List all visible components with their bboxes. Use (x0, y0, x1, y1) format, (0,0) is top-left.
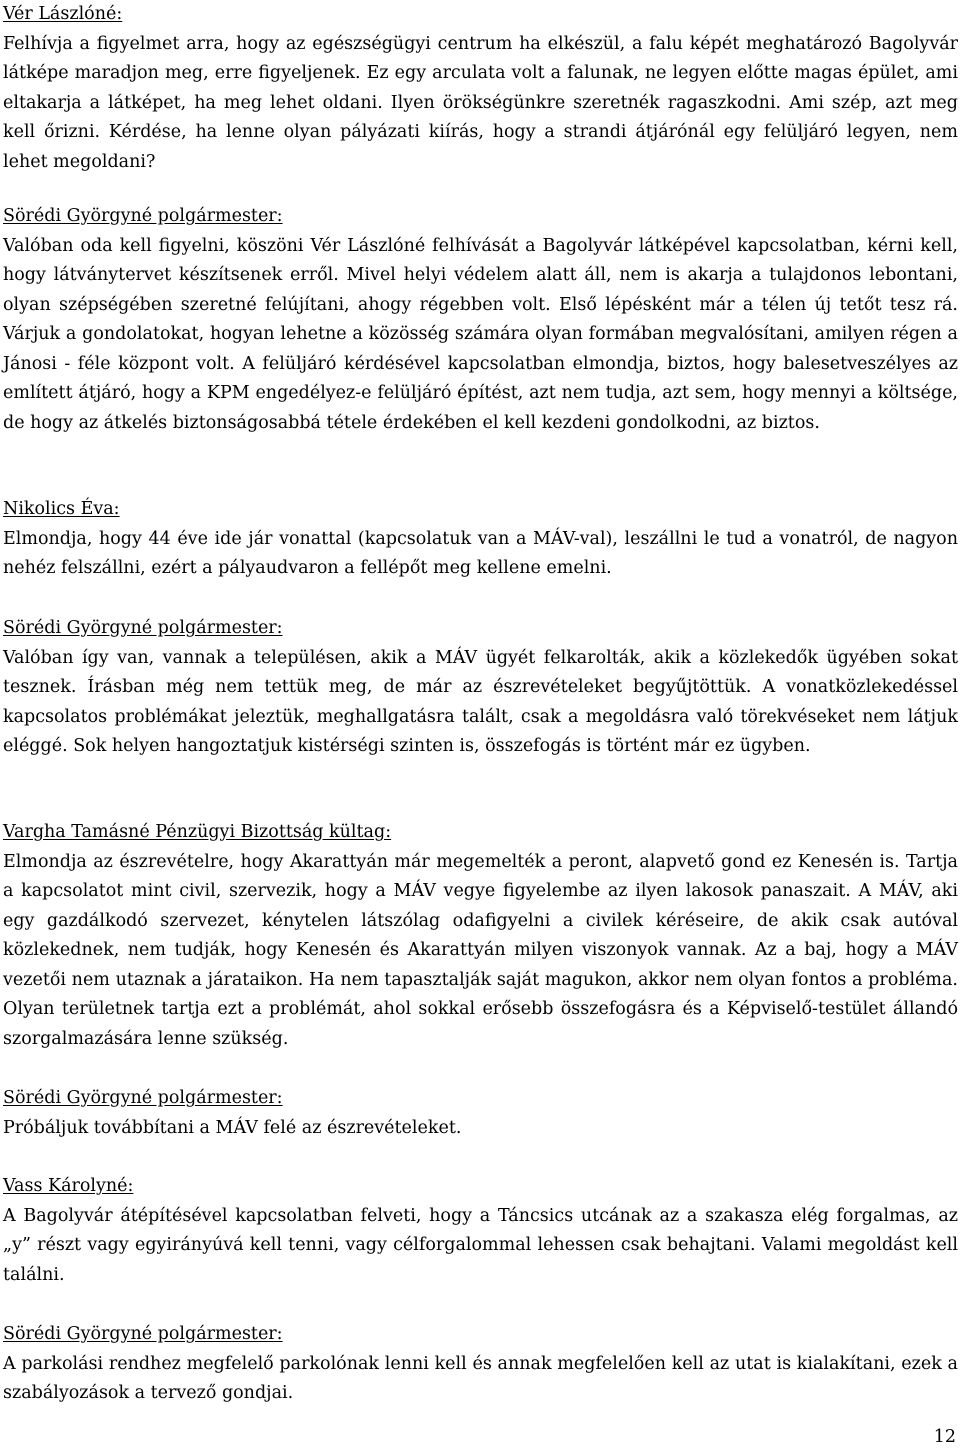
entry-soredi-1 (3, 202, 958, 438)
speech-text: A Bagolyvár átépítésével kapcsolatban felveti, hogy a Táncsics utcának az a szakasza elég forgalmas, az „y” részt vagy egyirányúvá kell tenni, vagy célforgalommal lehessen csak behajtani. Valami megoldást kell találni. (3, 1205, 958, 1285)
speaker-name: Sörédi Györgyné polgármester: (3, 1088, 283, 1108)
page-number: 12 (933, 1427, 956, 1447)
speaker-name: Sörédi Györgyné polgármester: (3, 206, 283, 226)
entry-soredi-3 (3, 1084, 958, 1143)
entry-vass-karolyne (3, 1172, 958, 1290)
entry-soredi-2 (3, 614, 958, 762)
speaker-name: Vér Lászlóné: (3, 4, 123, 24)
speaker-name: Sörédi Györgyné polgármester: (3, 1324, 283, 1344)
speech-text: Felhívja a figyelmet arra, hogy az egészségügyi centrum ha elkészül, a falu képét meghatározó Bagolyvár látképe maradjon meg, erre figyeljenek. Ez egy arculata volt a falunak, ne legyen előtte magas épület, ami eltakarja a látképet, ha meg lehet oldani. Ilyen örökségünkre szeretnék ragaszkodni. Ami szép, azt meg kell őrizni. Kérdése, ha lenne olyan pályázati kiírás, hogy a strandi átjárónál egy felüljáró legyen, nem lehet megoldani? (3, 33, 958, 172)
speaker-name: Vass Károlyné: (3, 1176, 134, 1196)
speaker-name: Sörédi Györgyné polgármester: (3, 618, 283, 638)
entry-nikolics-eva (3, 495, 958, 584)
entry-soredi-4 (3, 1320, 958, 1409)
speech-text: Elmondja, hogy 44 éve ide jár vonattal (kapcsolatuk van a MÁV-val), leszállni le tud a vonatról, de nagyon nehéz felszállni, ezért a pályaudvaron a fellépőt meg kellene emelni. (3, 528, 958, 578)
speaker-name: Nikolics Éva: (3, 499, 120, 519)
entry-ver-laszlone (3, 0, 958, 177)
speech-text: Valóban oda kell figyelni, köszöni Vér Lászlóné felhívását a Bagolyvár látképével kapcsolatban, kérni kell, hogy látványtervet készítsenek erről. Mivel helyi védelem alatt áll, nem is akarja a tulajdonos lebontani, olyan szépségében szeretné felújítani, ahogy régebben volt. Első lépésként már a télen új tetőt tesz rá. Várjuk a gondolatokat, hogyan lehetne a közösség számára olyan formában megvalósítani, amilyen régen a Jánosi - féle központ volt. A felüljáró kérdésével kapcsolatban elmondja, biztos, hogy balesetveszélyes az említett átjáró, hogy a KPM engedélyez-e felüljáró építést, azt nem tudja, azt sem, hogy mennyi a költsége, de hogy az átkelés biztonságosabbá tétele érdekében el kell kezdeni gondolkodni, az biztos. (3, 235, 958, 433)
speaker-name: Vargha Tamásné Pénzügyi Bizottság kültag: (3, 822, 392, 842)
speech-text: Valóban így van, vannak a településen, akik a MÁV ügyét felkarolták, akik a közlekedők ügyében sokat tesznek. Írásban még nem tettük meg, de már az észrevételeket begyűjtöttük. A vonatközlekedéssel kapcsolatos problémákat jeleztük, meghallgatásra talált, csak a megoldásra való törekvéseket nem látjuk eléggé. Sok helyen hangoztatjuk kistérségi szinten is, összefogás is történt már ez ügyben. (3, 647, 958, 756)
speech-text: Elmondja az észrevételre, hogy Akarattyán már megemelték a peront, alapvető gond ez Kenesén is. Tartja a kapcsolatot mint civil, szervezik, hogy a MÁV vegye figyelembe az ilyen lakosok panaszait. A MÁV, aki egy gazdálkodó szervezet, kénytelen látszólag odafigyelni a civilek kéréseire, de akik csak autóval közlekednek, nem tudják, hogy Kenesén és Akarattyán milyen viszonyok vannak. Az a baj, hogy a MÁV vezetői nem utaznak a járataikon. Ha nem tapasztalják saját magukon, akkor nem olyan fontos a probléma. Olyan területnek tartja ezt a problémát, ahol sokkal erősebb összefogásra és a Képviselő-testület állandó szorgalmazására lenne szükség. (3, 851, 958, 1049)
speech-text: A parkolási rendhez megfelelő parkolónak lenni kell és annak megfelelően kell az utat is kialakítani, ezek a szabályozások a tervező gondjai. (3, 1353, 958, 1403)
entry-vargha-tamasne (3, 818, 958, 1054)
speech-text: Próbáljuk továbbítani a MÁV felé az észrevételeket. (3, 1117, 462, 1138)
